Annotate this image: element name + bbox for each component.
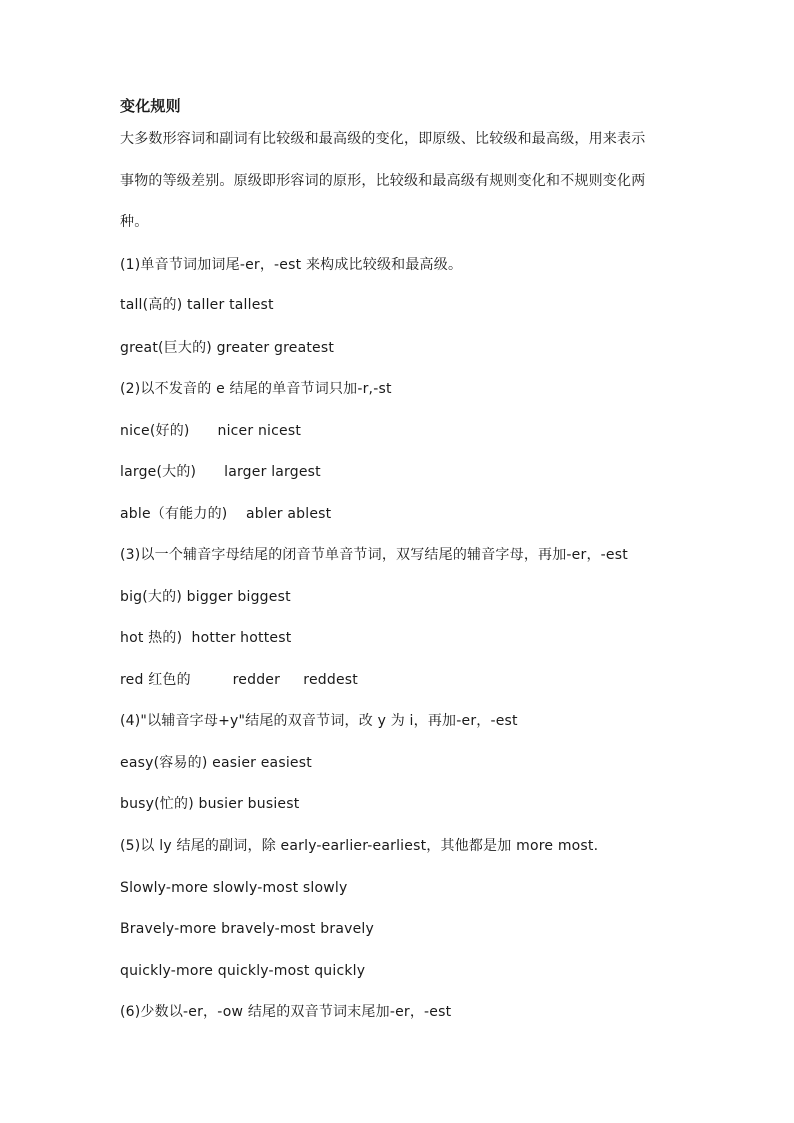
example-line: Bravely-more bravely-most bravely [120,921,374,937]
paragraph-line: 种。 [120,214,149,230]
rule-heading: (6)少数以-er，-ow 结尾的双音节词末尾加-er，-est [120,1004,452,1020]
example-line: busy(忙的) busier busiest [120,796,300,812]
rule-heading: (5)以 ly 结尾的副词，除 early-earlier-earliest，其他都是加 more most. [120,838,599,854]
example-line: red 红色的 redder reddest [120,672,358,688]
rule-heading: (1)单音节词加词尾-er，-est 来构成比较级和最高级。 [120,257,463,273]
example-line: big(大的) bigger biggest [120,589,291,605]
rule-heading: (4)"以辅音字母+y"结尾的双音节词，改 y 为 i，再加-er，-est [120,713,518,729]
example-line: able（有能力的) abler ablest [120,506,332,522]
example-line: tall(高的) taller tallest [120,297,274,313]
paragraph-line: 大多数形容词和副词有比较级和最高级的变化，即原级、比较级和最高级，用来表示 [120,131,646,147]
example-line: quickly-more quickly-most quickly [120,963,366,979]
example-line: Slowly-more slowly-most slowly [120,880,348,896]
section-title: 变化规则 [120,97,181,115]
example-line: hot 热的) hotter hottest [120,630,292,646]
paragraph-line: 事物的等级差别。原级即形容词的原形，比较级和最高级有规则变化和不规则变化两 [120,173,646,189]
example-line: easy(容易的) easier easiest [120,755,312,771]
example-line: great(巨大的) greater greatest [120,340,335,356]
rule-heading: (2)以不发音的 e 结尾的单音节词只加-r,-st [120,381,392,397]
rule-heading: (3)以一个辅音字母结尾的闭音节单音节词，双写结尾的辅音字母，再加-er，-est [120,547,628,563]
example-line: large(大的) larger largest [120,464,321,480]
example-line: nice(好的) nicer nicest [120,423,302,439]
